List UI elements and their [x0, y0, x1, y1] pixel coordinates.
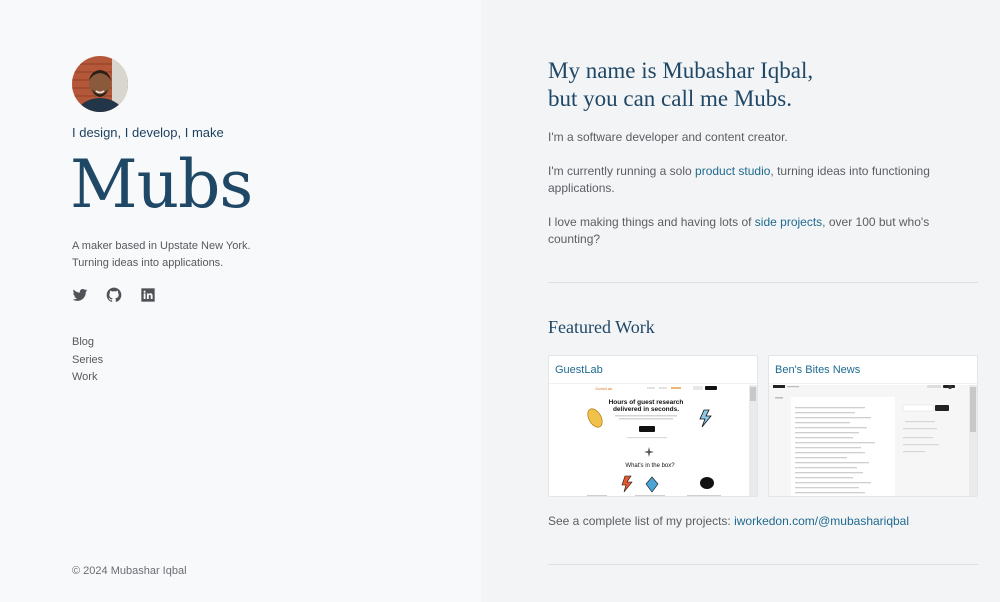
projects-paragraph — [548, 214, 958, 248]
project-card-guestlab[interactable] — [548, 355, 758, 497]
title-line: but you can call me Mubs. — [548, 86, 793, 111]
studio-paragraph — [548, 163, 958, 197]
guestlab-section: What's in the box? — [625, 463, 675, 469]
avatar — [72, 56, 128, 112]
social-links — [72, 287, 156, 303]
nav-item-work[interactable]: Work — [72, 371, 98, 383]
paragraph-text: , turning ideas into functioning — [770, 164, 930, 178]
featured-work-heading: Featured Work — [548, 317, 655, 337]
card-title[interactable]: GuestLab — [549, 356, 757, 384]
bio-line: A maker based in Upstate New York. — [72, 240, 251, 252]
copyright: © 2024 Mubashar Iqbal — [72, 565, 187, 577]
paragraph-text: See a complete list of my projects: — [548, 514, 735, 528]
intro-paragraph: I'm a software developer and content creator. — [548, 130, 788, 144]
guestlab-screenshot — [549, 385, 757, 497]
github-icon[interactable] — [106, 287, 122, 303]
divider — [548, 564, 978, 565]
guestlab-logo: GuestLab — [595, 386, 613, 391]
paragraph-text: counting? — [548, 232, 601, 246]
bio — [72, 238, 251, 272]
project-card-bens-bites[interactable] — [768, 355, 978, 497]
paragraph-text: , over 100 but who's — [822, 215, 930, 229]
guestlab-headline: delivered in seconds. — [612, 406, 680, 413]
nav-item-series[interactable]: Series — [72, 353, 104, 366]
sidebar-nav — [72, 334, 103, 387]
divider — [548, 282, 978, 283]
linkedin-icon[interactable] — [140, 287, 156, 303]
site-name: Mubs — [70, 146, 253, 223]
side-projects-link[interactable]: side projects — [754, 215, 823, 229]
main-content — [481, 0, 1000, 602]
projects-list-text — [548, 514, 909, 528]
paragraph-text: applications. — [548, 181, 615, 195]
tagline: I design, I develop, I make — [72, 125, 224, 140]
nav-item-blog[interactable]: Blog — [72, 336, 95, 348]
guestlab-headline: Hours of guest research — [608, 399, 684, 406]
page-title — [548, 57, 813, 113]
title-line: My name is Mubashar Iqbal, — [548, 58, 814, 83]
bens-bites-screenshot — [769, 385, 977, 497]
paragraph-text: I'm currently running a solo — [548, 164, 696, 178]
twitter-icon[interactable] — [72, 287, 88, 303]
iworkedon-link[interactable]: iworkedon.com/@mubashariqbal — [734, 514, 910, 528]
product-studio-link[interactable]: product studio — [695, 164, 771, 178]
card-title[interactable]: Ben's Bites News — [769, 356, 977, 384]
bio-line: Turning ideas into applications. — [72, 257, 224, 269]
paragraph-text: I love making things and having lots of — [548, 215, 755, 229]
sidebar — [0, 0, 481, 602]
